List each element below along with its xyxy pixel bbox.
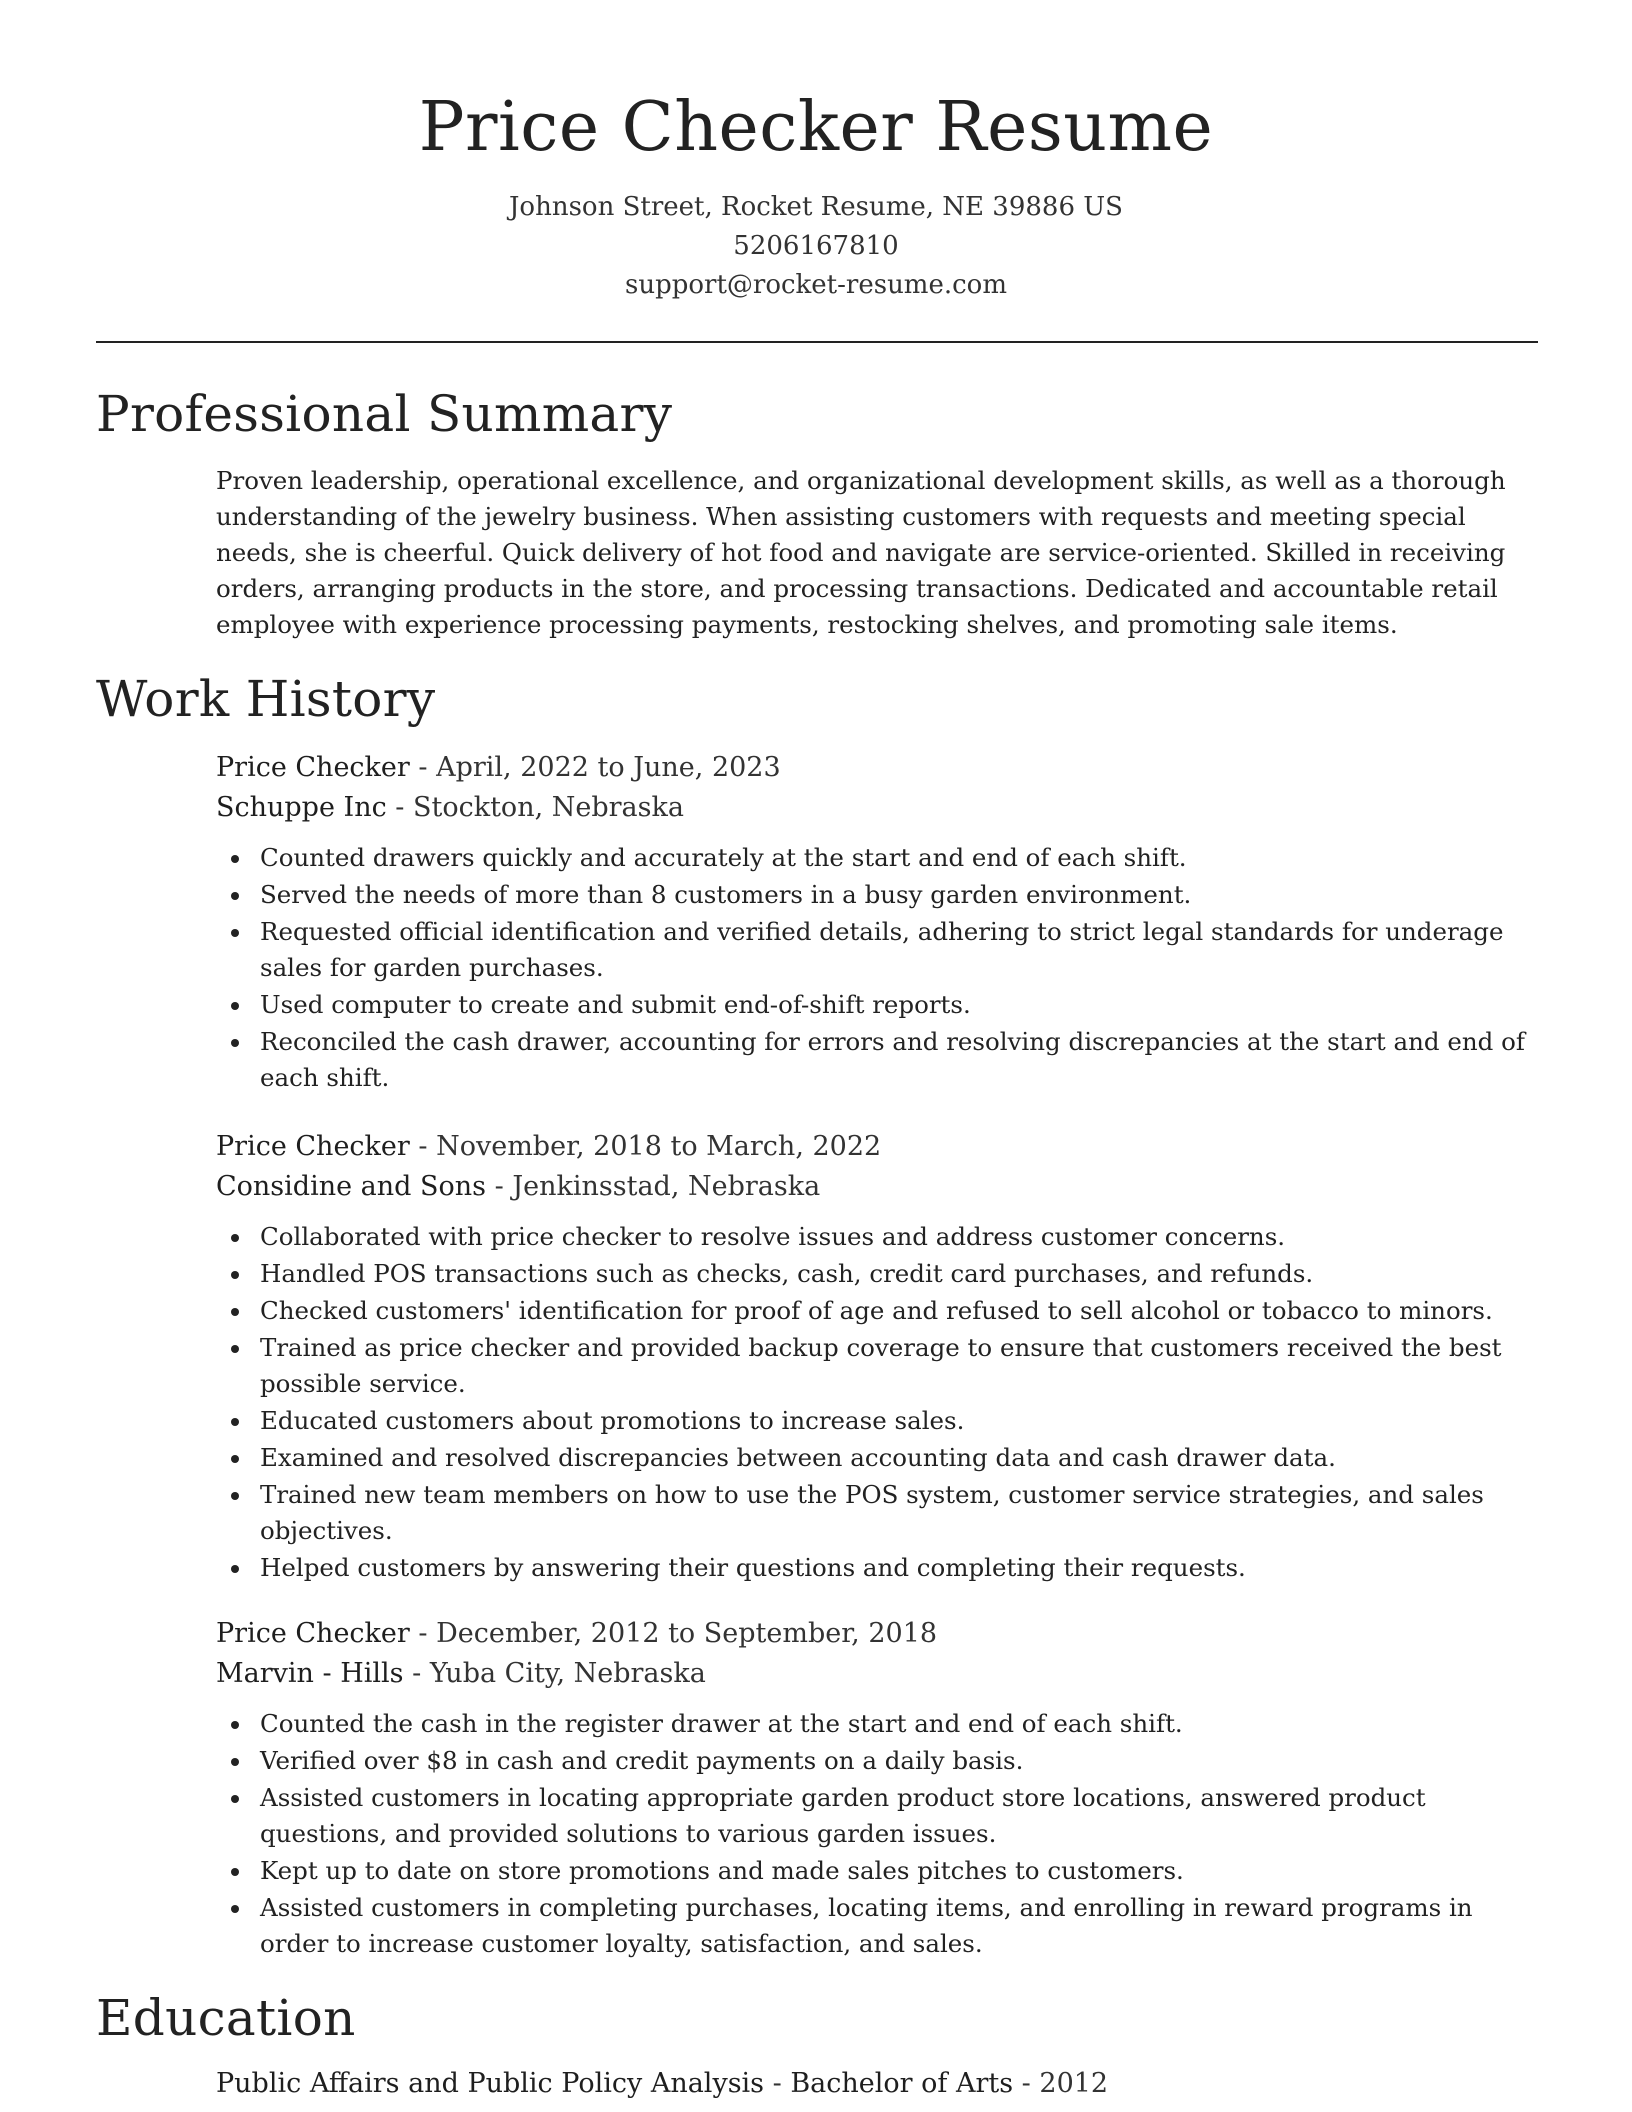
education-field: Public Affairs and Public Policy Analysis <box>216 2068 765 2099</box>
job-location: Jenkinsstad, Nebraska <box>512 1171 821 1202</box>
page-title: Price Checker Resume <box>418 88 1214 167</box>
job-role: Price Checker <box>216 1618 410 1649</box>
education-entry <box>216 2064 1546 2104</box>
separator: - <box>403 1658 430 1689</box>
list-item: Counted the cash in the register drawer at the start and end of each shift. <box>216 1706 1546 1742</box>
contact-address: Johnson Street, Rocket Resume, NE 39886 US <box>509 192 1123 222</box>
section-title-education: Education <box>96 1989 356 2047</box>
list-item: Assisted customers in completing purchases, locating items, and enrolling in reward programs in order to increase customer loyalty, satisfaction, and sales. <box>216 1890 1546 1962</box>
section-title-summary: Professional Summary <box>96 385 673 443</box>
list-item: Checked customers' identification for proof of age and refused to sell alcohol or tobacco to minors. <box>216 1293 1546 1329</box>
separator: - <box>1013 2068 1040 2099</box>
job-bullets <box>216 1706 1546 1962</box>
job-company: Considine and Sons <box>216 1171 487 1202</box>
job-entry <box>216 1127 1546 1587</box>
list-item: Used computer to create and submit end-of-shift reports. <box>216 987 1546 1023</box>
education-degree: Bachelor of Arts <box>790 2068 1014 2099</box>
section-title-work-history: Work History <box>96 670 436 728</box>
separator: - <box>486 1171 513 1202</box>
list-item: Counted drawers quickly and accurately at the start and end of each shift. <box>216 840 1546 876</box>
list-item: Examined and resolved discrepancies between accounting data and cash drawer data. <box>216 1440 1546 1476</box>
list-item: Served the needs of more than 8 customers in a busy garden environment. <box>216 877 1546 913</box>
job-title-line <box>216 1127 1546 1167</box>
education-line <box>216 2064 1546 2104</box>
separator: - <box>409 752 437 783</box>
job-company-line <box>216 1654 1546 1694</box>
list-item: Helped customers by answering their questions and completing their requests. <box>216 1550 1546 1586</box>
job-dates: December, 2012 to September, 2018 <box>436 1618 938 1649</box>
job-bullets <box>216 1219 1546 1586</box>
job-role: Price Checker <box>216 1131 410 1162</box>
contact-email: support@rocket-resume.com <box>624 270 1007 300</box>
list-item: Kept up to date on store promotions and made sales pitches to customers. <box>216 1853 1546 1889</box>
summary-text: Proven leadership, operational excellence, and organizational development skills, as well as a thorough understanding of the jewelry business. When assisting customers with requests and meeting special needs, she is cheerful. Quick delivery of hot food and navigate are service-oriented. Skilled in receiving orders, arranging products in the store, and processing transactions. Dedicated and accountable retail employee with experience processing payments, restocking shelves, and promoting sale items. <box>216 466 1506 639</box>
job-company: Schuppe Inc <box>216 792 387 823</box>
job-dates: November, 2018 to March, 2022 <box>436 1131 882 1162</box>
separator: - <box>764 2068 791 2099</box>
job-dates: April, 2022 to June, 2023 <box>436 752 781 783</box>
list-item: Trained new team members on how to use the POS system, customer service strategies, and sales objectives. <box>216 1477 1546 1549</box>
header-divider <box>96 341 1538 343</box>
job-location: Yuba City, Nebraska <box>429 1658 706 1689</box>
contact-phone: 5206167810 <box>733 231 899 261</box>
resume-header <box>0 78 1632 305</box>
list-item: Handled POS transactions such as checks, cash, credit card purchases, and refunds. <box>216 1256 1546 1292</box>
list-item: Educated customers about promotions to increase sales. <box>216 1403 1546 1439</box>
list-item: Assisted customers in locating appropriate garden product store locations, answered product questions, and provided solutions to various garden issues. <box>216 1780 1546 1852</box>
job-entry <box>216 748 1546 1097</box>
education-year: 2012 <box>1039 2068 1109 2099</box>
separator: - <box>409 1131 437 1162</box>
job-entry <box>216 1614 1546 1963</box>
job-company-line <box>216 788 1546 828</box>
job-title-line <box>216 748 1546 788</box>
separator: - <box>386 792 413 823</box>
job-bullets <box>216 840 1546 1096</box>
job-location: Stockton, Nebraska <box>413 792 684 823</box>
list-item: Trained as price checker and provided backup coverage to ensure that customers received the best possible service. <box>216 1330 1546 1402</box>
job-title-line <box>216 1614 1546 1654</box>
job-company: Marvin - Hills <box>216 1658 404 1689</box>
separator: - <box>409 1618 437 1649</box>
job-company-line <box>216 1167 1546 1207</box>
list-item: Collaborated with price checker to resolve issues and address customer concerns. <box>216 1219 1546 1255</box>
list-item: Requested official identification and verified details, adhering to strict legal standards for underage sales for garden purchases. <box>216 914 1546 986</box>
list-item: Reconciled the cash drawer, accounting for errors and resolving discrepancies at the start and end of each shift. <box>216 1024 1546 1096</box>
job-role: Price Checker <box>216 752 410 783</box>
list-item: Verified over $8 in cash and credit payments on a daily basis. <box>216 1743 1546 1779</box>
